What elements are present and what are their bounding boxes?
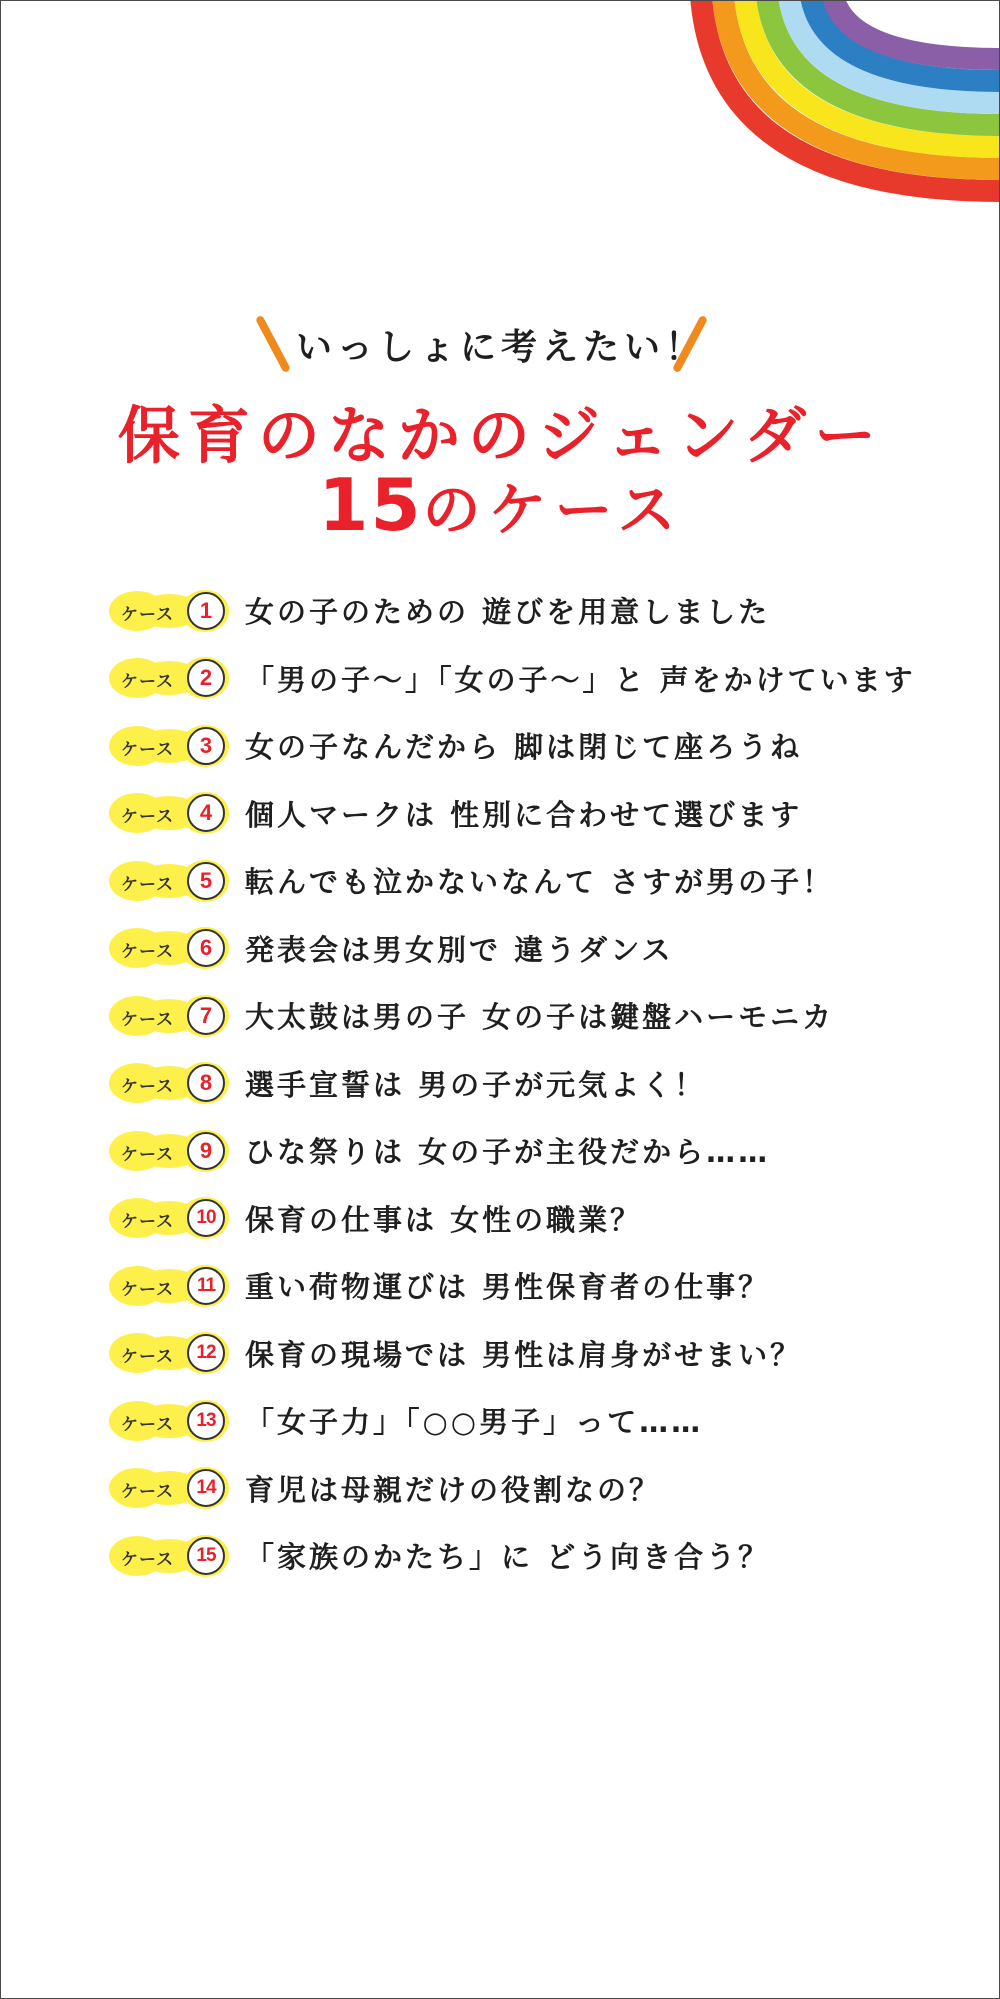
- case-badge: [109, 724, 231, 768]
- title-rest: のケース: [422, 476, 684, 544]
- case-number: 3: [187, 727, 225, 765]
- case-title: 「家族のかたち」に どう向き合う？: [245, 1540, 771, 1575]
- case-number: 4: [187, 794, 225, 832]
- case-badge: [109, 1399, 231, 1443]
- title-number: 15: [318, 463, 423, 547]
- case-item: [109, 645, 989, 713]
- case-badge: [109, 1264, 231, 1308]
- badge-label: ケース: [121, 604, 175, 625]
- case-number: 1: [187, 592, 225, 630]
- case-item: [109, 780, 989, 848]
- case-badge: [109, 1534, 231, 1578]
- case-item: [109, 847, 989, 915]
- case-title: 転んでも泣かないなんて さすが男の子！: [245, 865, 835, 900]
- case-number: 7: [187, 997, 225, 1035]
- case-title: 女の子なんだから 脚は閉じて座ろうね: [245, 730, 803, 765]
- case-item: [109, 915, 989, 983]
- case-number: 5: [187, 862, 225, 900]
- badge-label: ケース: [121, 1212, 175, 1233]
- badge-label: ケース: [121, 942, 175, 963]
- case-number: 14: [187, 1469, 225, 1507]
- case-badge: [109, 1196, 231, 1240]
- badge-label: ケース: [121, 1549, 175, 1570]
- main-title-line1: 保育のなかのジェンダー: [117, 399, 885, 472]
- case-item: [109, 1387, 989, 1455]
- case-title: ひな祭りは 女の子が主役だから……: [245, 1135, 771, 1170]
- case-badge: [109, 1331, 231, 1375]
- badge-label: ケース: [121, 807, 175, 828]
- case-title: 「女子力」「○○男子」って……: [245, 1405, 704, 1440]
- case-number: 2: [187, 659, 225, 697]
- case-badge: [109, 994, 231, 1038]
- case-title: 重い荷物運びは 男性保育者の仕事？: [245, 1270, 771, 1305]
- case-title: 選手宣誓は 男の子が元気よく！: [245, 1067, 707, 1102]
- case-item: [109, 577, 989, 645]
- badge-label: ケース: [121, 739, 175, 760]
- badge-label: ケース: [121, 1077, 175, 1098]
- case-title: 大太鼓は男の子 女の子は鍵盤ハーモニカ: [245, 1000, 835, 1035]
- badge-label: ケース: [121, 874, 175, 895]
- badge-label: ケース: [121, 672, 175, 693]
- badge-label: ケース: [121, 1414, 175, 1435]
- case-title: 保育の仕事は 女性の職業？: [245, 1202, 643, 1237]
- case-badge: [109, 791, 231, 835]
- case-item: [109, 1252, 989, 1320]
- case-number: 8: [187, 1064, 225, 1102]
- main-title-line2: [1, 463, 1000, 547]
- case-title: 保育の現場では 男性は肩身がせまい？: [245, 1337, 803, 1372]
- case-item: [109, 1117, 989, 1185]
- case-title: 「男の子～」「女の子～」と 声をかけています: [245, 662, 916, 697]
- case-title: 育児は母親だけの役割なの？: [245, 1472, 662, 1507]
- case-item: [109, 1455, 989, 1523]
- subtitle: いっしょに考えたい！: [295, 327, 706, 368]
- case-number: 15: [187, 1537, 225, 1575]
- case-item: [109, 1185, 989, 1253]
- badge-label: ケース: [121, 1279, 175, 1300]
- rainbow-illustration: [1, 1, 1000, 231]
- case-badge: [109, 926, 231, 970]
- case-number: 12: [187, 1334, 225, 1372]
- case-badge: [109, 1061, 231, 1105]
- case-badge: [109, 1129, 231, 1173]
- badge-label: ケース: [121, 1009, 175, 1030]
- case-badge: [109, 656, 231, 700]
- case-item: [109, 982, 989, 1050]
- case-number: 9: [187, 1132, 225, 1170]
- case-list: [109, 577, 989, 1590]
- case-item: [109, 712, 989, 780]
- case-title: 個人マークは 性別に合わせて選びます: [245, 797, 803, 832]
- badge-label: ケース: [121, 1482, 175, 1503]
- case-number: 6: [187, 929, 225, 967]
- case-badge: [109, 859, 231, 903]
- case-badge: [109, 1466, 231, 1510]
- case-number: 11: [187, 1267, 225, 1305]
- case-number: 10: [187, 1199, 225, 1237]
- case-item: [109, 1522, 989, 1590]
- case-badge: [109, 589, 231, 633]
- badge-label: ケース: [121, 1347, 175, 1368]
- case-number: 13: [187, 1402, 225, 1440]
- case-item: [109, 1320, 989, 1388]
- case-title: 女の子のための 遊びを用意しました: [245, 595, 771, 630]
- case-title: 発表会は男女別で 違うダンス: [245, 932, 674, 967]
- badge-label: ケース: [121, 1144, 175, 1165]
- case-item: [109, 1050, 989, 1118]
